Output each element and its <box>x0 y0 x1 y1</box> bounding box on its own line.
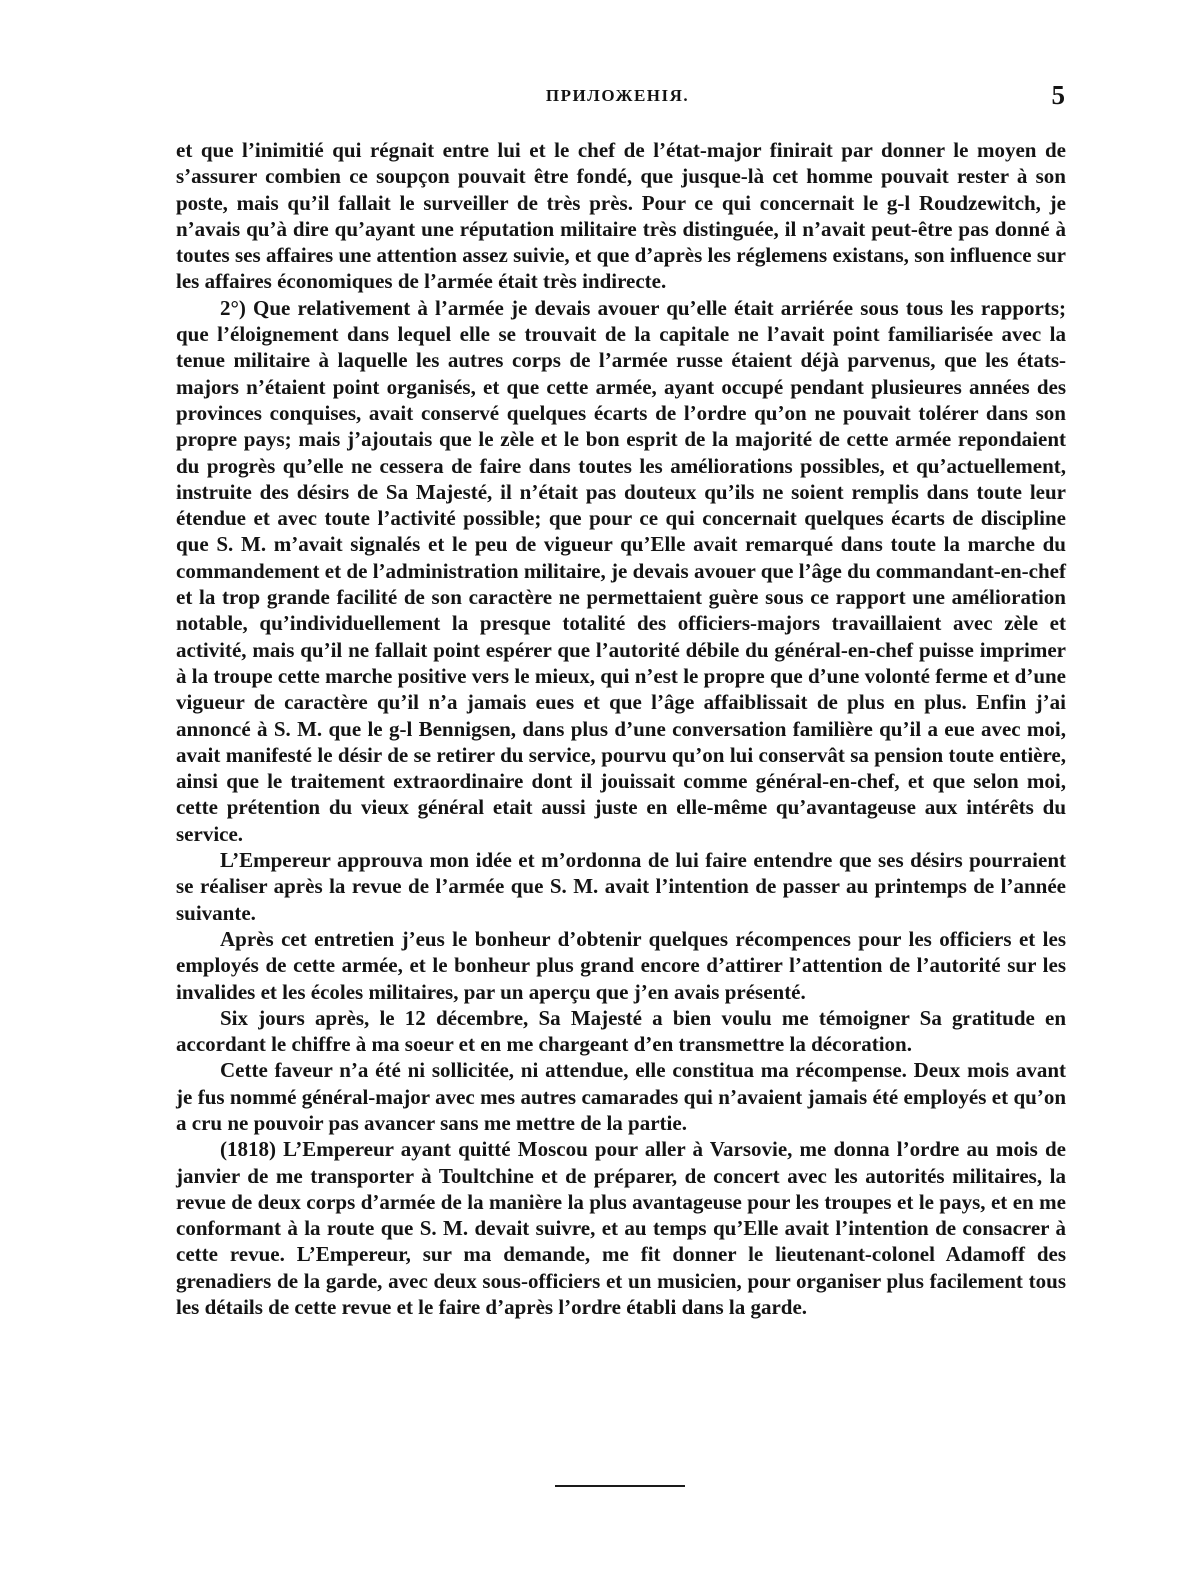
paragraph: 2°) Que relativement à l’armée je devais avouer qu’elle était arriérée sous tous les rapports; que l’éloignement dans lequel elle se trouvait de la capitale ne l’avait point familiarisée avec la tenue militaire à laquelle les autres corps de l’armée russe étaient déjà parvenus, que les états-majors n’étaient point organisés, et que cette armée, ayant occupé pendant plusieures années des provinces conquises, avait conservé quelques écarts de l’ordre qu’on ne pouvait tolérer dans son propre pays; mais j’ajoutais que le zèle et le bon esprit de la majorité de cette armée repondaient du progrès qu’elle ne cessera de faire dans toutes les améliorations possibles, et qu’actuellement, instruite des désirs de Sa Majesté, il n’était pas douteux qu’ils ne soient remplis dans toute leur étendue et avec toute l’activité possible; que pour ce qui concernait quelques écarts de discipline que S. M. m’avait signalés et le peu de vigueur qu’Elle avait remarqué dans toute la marche du commandement et de l’administration militaire, je devais avouer que l’âge du commandant-en-chef et la trop grande facilité de son caractère ne permettaient guère sous ce rapport une amélioration notable, qu’individuellement la presque totalité des officiers-majors travaillaient avec zèle et activité, mais qu’il ne fallait point espérer que l’autorité débile du général-en-chef puisse imprimer à la troupe cette marche positive vers le mieux, qui n’est le propre que d’une volonté ferme et d’une vigueur de caractère qu’il n’a jamais eues et que l’âge affaiblissait de plus en plus. Enfin j’ai annoncé à S. M. que le g-l Bennigsen, dans plus d’une conversation familière qu’il a eue avec moi, avait manifesté le désir de se retirer du service, pourvu qu’on lui conservât sa pension toute entière, ainsi que le traitement extraordinaire dont il jouissait comme général-en-chef, et que selon moi, cette prétention du vieux général etait aussi juste en elle-même qu’avantageuse aux intérêts du service. <box>176 295 1066 846</box>
paragraph: Après cet entretien j’eus le bonheur d’obtenir quelques récompences pour les officiers et les employés de cette armée, et le bonheur plus grand encore d’attirer l’attention de l’autorité sur les invalides et les écoles militaires, par un aperçu que j’en avais présenté. <box>176 926 1066 1004</box>
running-title: ПРИЛОЖЕНІЯ. <box>545 86 690 105</box>
body-text <box>176 137 1066 1320</box>
paragraph: et que l’inimitié qui régnait entre lui et le chef de l’état-major finirait par donner le moyen de s’assurer combien ce soupçon pouvait être fondé, que jusque-là cet homme pouvait rester à son poste, mais qu’il fallait le surveiller de très près. Pour ce qui concernait le g-l Roudzewitch, je n’avais qu’à dire qu’ayant une réputation militaire très distinguée, il n’avait peut-être pas donné à toutes ses affaires une attention assez suivie, et que d’après les réglemens existans, son influence sur les affaires économiques de l’armée était très indirecte. <box>176 138 1066 294</box>
paragraph: Cette faveur n’a été ni sollicitée, ni attendue, elle constitua ma récompense. Deux mois avant je fus nommé général-major avec mes autres camarades qui n’avaient jamais été employés et qu’on a cru ne pouvoir pas avancer sans me mettre de la partie. <box>176 1058 1066 1135</box>
running-header <box>170 80 1065 110</box>
paragraph: (1818) L’Empereur ayant quitté Moscou pour aller à Varsovie, me donna l’ordre au mois de janvier de me transporter à Toultchine et de préparer, de concert avec les autorités militaires, la revue de deux corps d’armée de la manière la plus avantageuse pour les troupes et le pays, et en me conformant à la route que S. M. devait suivre, et au temps qu’Elle avait l’intention de consacrer à cette revue. L’Empereur, sur ma demande, me fit donner le lieutenant-colonel Adamoff des grenadiers de la garde, avec deux sous-officiers et un musicien, pour organiser plus facilement tous les détails de cette revue et le faire d’après l’ordre établi dans la garde. <box>176 1137 1066 1320</box>
paragraph: L’Empereur approuva mon idée et m’ordonna de lui faire entendre que ses désirs pourraient se réaliser après la revue de l’armée que S. M. avait l’intention de passer au printemps de l’année suivante. <box>176 848 1066 925</box>
page-number: 5 <box>1051 80 1065 110</box>
end-rule-divider <box>555 1485 685 1490</box>
paragraph: Six jours après, le 12 décembre, Sa Majesté a bien voulu me témoigner Sa gratitude en accordant le chiffre à ma soeur et en me chargeant d’en transmettre la décoration. <box>176 1005 1066 1057</box>
